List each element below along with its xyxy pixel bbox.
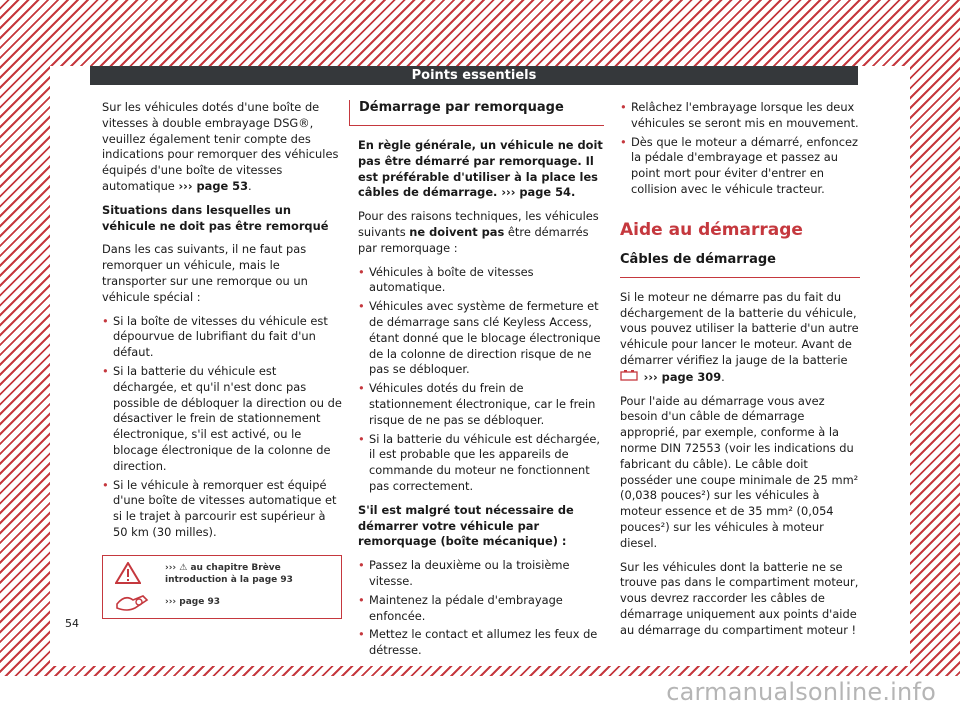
list-item: • Si la batterie du véhicule est déchargée, il est probable que les appareils de commande du moteur ne fonctionnent pas correctement. <box>358 431 600 493</box>
note-reference[interactable]: ››› page 93 <box>165 596 220 607</box>
sub-title: Câbles de démarrage <box>620 252 860 278</box>
bold-intro: En règle générale, un véhicule ne doit pas être démarré par remorquage. Il est préférable d'utiliser à la place les câbles de démarrage. ››› page 54. <box>358 138 603 200</box>
list-item: • Relâchez l'embrayage lorsque les deux véhicules se seront mis en mouvement. <box>620 100 859 130</box>
bullet-icon: • <box>358 431 365 446</box>
list-item: • Mettez le contact et allumez les feux de détresse. <box>358 627 598 658</box>
column-2 <box>358 100 604 662</box>
list-item: • Véhicules à boîte de vitesses automatique. <box>358 264 534 295</box>
page-ref-link[interactable]: ››› page 309 <box>643 369 722 384</box>
page-number: 54 <box>65 617 79 630</box>
battery-icon <box>620 369 640 386</box>
list-item: • Si la boîte de vitesses du véhicule est dépourvue de lubrifiant du fait d'un défaut. <box>102 313 328 360</box>
list-item: • Si la batterie du véhicule est déchargée, et qu'il n'est donc pas possible de débloquer la direction ou de désactiver le frein de stationnement électronique, s'il est activé, ou le blocage électronique de la colonne de direction. <box>102 363 342 473</box>
list-item: • Maintenez la pédale d'embrayage enfoncée. <box>358 592 563 623</box>
bullet-icon: • <box>102 363 109 378</box>
watermark-bar <box>0 676 960 708</box>
bullet-icon: • <box>358 558 365 573</box>
page-header: Points essentiels <box>90 66 858 85</box>
watermark: carmanualsonline.info <box>666 678 936 706</box>
subheading: Situations dans lesquelles un véhicule ne doit pas être remorqué <box>102 202 329 233</box>
page-ref-link[interactable]: ››› page 53 <box>178 178 249 193</box>
list-item: • Passez la deuxième ou la troisième vitesse. <box>358 558 570 588</box>
column-3 <box>620 100 860 647</box>
list-item: • Si le véhicule à remorquer est équipé d'une boîte de vitesses automatique et si le trajet à parcourir est supérieur à 50 km (30 milles). <box>102 477 337 539</box>
list-item: • Véhicules dotés du frein de stationnement électronique, car le frein risque de ne pas se débloquer. <box>358 381 596 427</box>
list-item: • Véhicules avec système de fermeture et de démarrage sans clé Keyless Access, étant donné que le blocage électronique de la colonne de direction risque de ne pas se débloquer. <box>358 299 601 377</box>
bullet-icon: • <box>358 264 365 279</box>
bullet-icon: • <box>102 477 109 492</box>
bullet-icon: • <box>358 299 365 314</box>
list-item: • Dès que le moteur a démarré, enfoncez la pédale d'embrayage et passez au point mort pour éviter d'entrer en collision avec le véhicule tracteur. <box>620 134 859 196</box>
bullet-icon: • <box>358 592 365 607</box>
page-ref-link[interactable]: ››› page 54 <box>501 185 571 200</box>
bullet-icon: • <box>358 627 365 642</box>
paragraph: Dans les cas suivants, il ne faut pas remorquer un véhicule, mais le transporter sur une remorque ou un véhicule spécial : <box>102 242 308 304</box>
paragraph: Pour des raisons techniques, les véhicules suivants ne doivent pas être démarrés par remorquage : <box>358 209 599 255</box>
warning-reference[interactable]: ››› ⚠ au chapitre Brève introduction à la page 93 <box>165 562 293 585</box>
bullet-icon: • <box>620 100 627 114</box>
paragraph: Pour l'aide au démarrage vous avez besoin d'un câble de démarrage approprié, par exemple, conforme à la norme DIN 72553 (voir les indications du fabricant du câble). Le câble doit posséder une coupe minimale de 25 mm² (0,038 pouces²) sur les véhicules à moteur essence et de 35 mm² (0,054 pouces²) sur les véhicules à moteur diesel. <box>620 393 859 550</box>
section-title: Aide au démarrage <box>620 219 803 240</box>
column-1 <box>102 100 342 619</box>
bullet-icon: • <box>102 313 109 328</box>
section-heading: Démarrage par remorquage <box>349 100 604 126</box>
hand-book-icon <box>115 590 149 617</box>
bold-question: S'il est malgré tout nécessaire de démarrer votre véhicule par remorquage (boîte mécanique) : <box>358 502 574 549</box>
warning-box <box>102 555 342 619</box>
bullet-icon: • <box>358 381 365 396</box>
warning-triangle-icon <box>115 562 141 589</box>
intro-paragraph: Sur les véhicules dotés d'une boîte de vitesses à double embrayage DSG®, veuillez également tenir compte des indications pour remorquer des véhicules équipés d'une boîte de vitesses automatique ››› page 53. <box>102 100 339 193</box>
paragraph: Sur les véhicules dont la batterie ne se trouve pas dans le compartiment moteur, vous devrez raccorder les câbles de démarrage uniquement aux points d'aide au démarrage du compartiment moteur ! <box>620 559 859 637</box>
bullet-icon: • <box>620 134 627 149</box>
paragraph: Si le moteur ne démarre pas du fait du déchargement de la batterie du véhicule, vous pouvez utiliser la batterie d'un autre véhicule pour lancer le moteur. Avant de démarrer vérifiez la jauge de la batterie ››› page 309. <box>620 289 859 384</box>
